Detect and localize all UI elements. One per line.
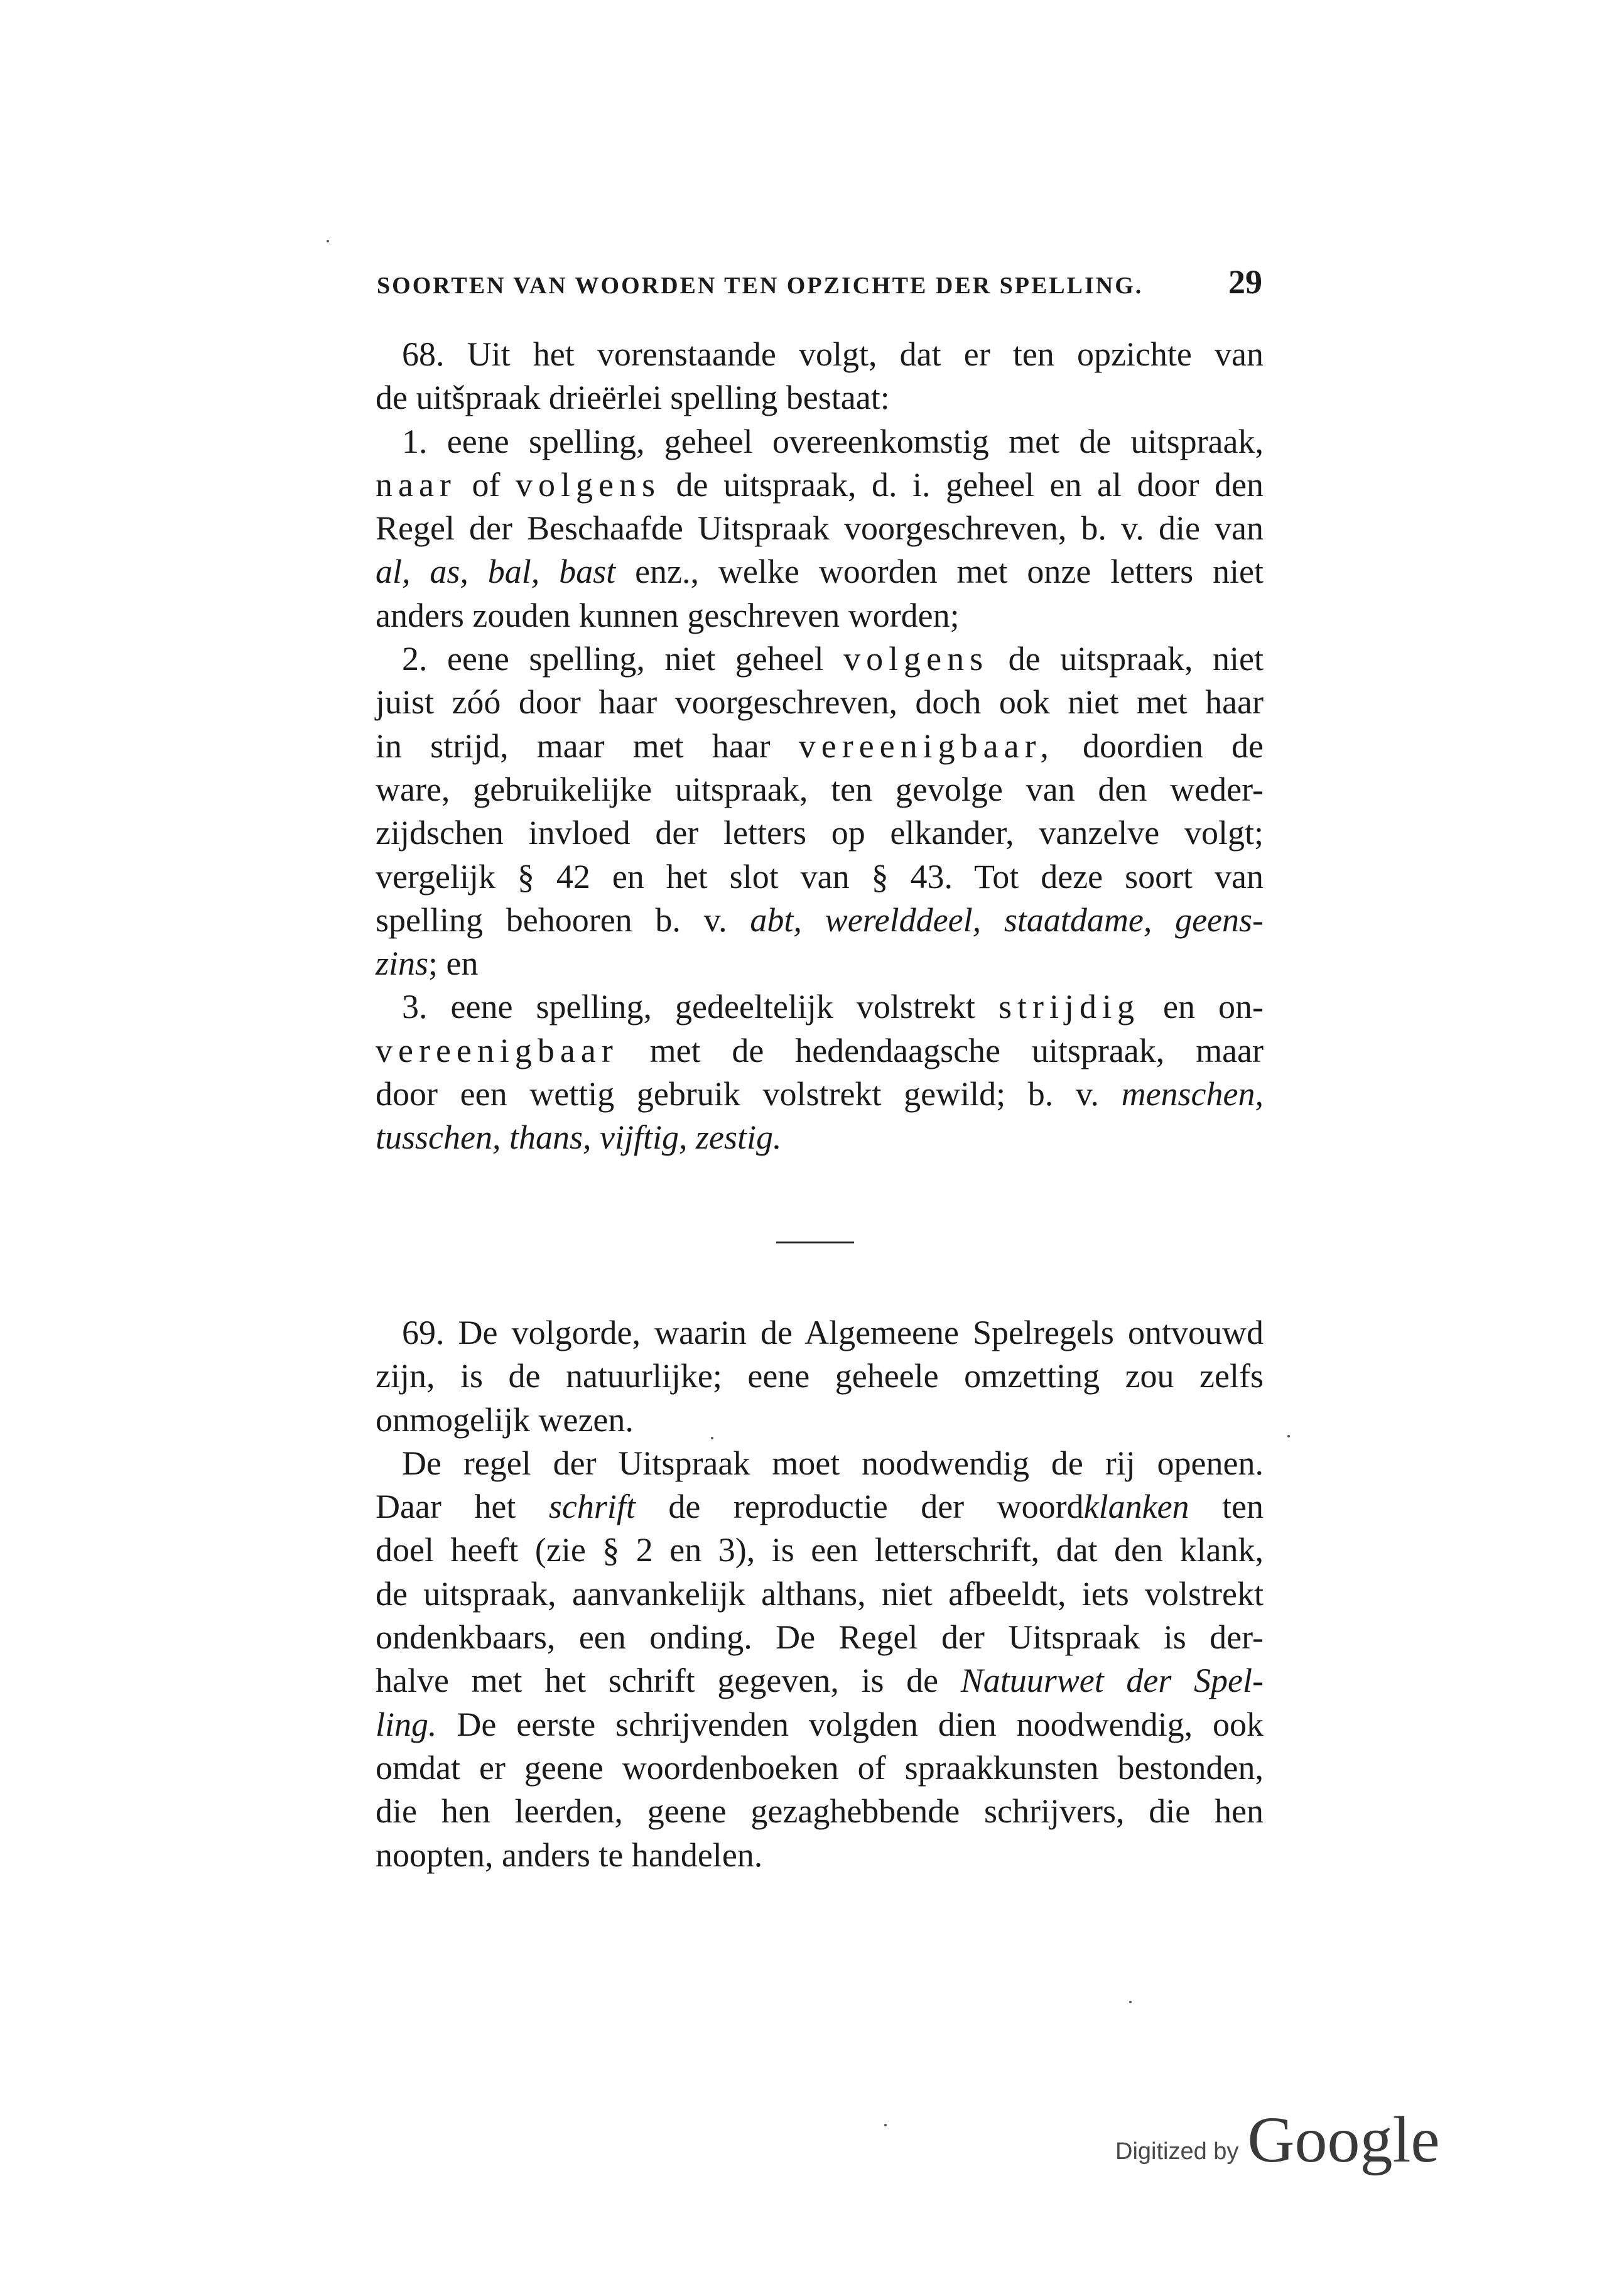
text-line: 1. eene spelling, geheel overeenkomstig met de uitspraak, [402, 422, 1264, 460]
italic-term: menschen, [1121, 1075, 1264, 1113]
spaced-term: volgens [515, 465, 661, 504]
scan-speck [711, 1437, 713, 1439]
text-line: door een wettig gebruik volstrekt gewild; b. v. menschen, [376, 1075, 1264, 1113]
text-line: noopten, anders te handelen. [376, 1836, 763, 1874]
text-line: ware, gebruikelijke uitspraak, ten gevolge van den weder- [376, 770, 1264, 808]
google-logo: Google [1247, 2104, 1440, 2176]
text-line: 68. Uit het vorenstaande volgt, dat er ten opzichte van [402, 335, 1264, 373]
text-line [376, 1116, 1264, 1159]
text-line: Regel der Beschaafde Uitspraak voorgeschreven, b. v. die van [376, 509, 1264, 548]
text-line: die hen leerden, geene gezaghebbende schrijvers, die hen [376, 1792, 1264, 1831]
digitized-by-google-watermark [1115, 2104, 1467, 2176]
scan-speck [1287, 1435, 1290, 1437]
text-line: spelling behooren b. v. abt, werelddeel, staatdame, geens- [376, 901, 1264, 939]
text-line: juist zóó door haar voorgeschreven, doch ook niet met haar [376, 683, 1264, 722]
text-line: al, as, bal, bast enz., welke woorden met onze letters niet [376, 553, 1264, 591]
text-line: 2. eene spelling, niet geheel volgens de uitspraak, niet [402, 640, 1264, 678]
text-line: omdat er geene woordenboeken of spraakkunsten bestonden, [376, 1748, 1264, 1787]
text-line: ondenkbaars, een onding. De Regel der Uitspraak is der- [376, 1618, 1264, 1657]
text-line: de uitspraak, aanvankelijk althans, niet afbeeldt, iets volstrekt [376, 1574, 1264, 1613]
text-line: zins; en [376, 944, 479, 983]
text-line: 3. eene spelling, gedeeltelijk volstrekt strijdig en on- [402, 988, 1264, 1026]
text-line: De regel der Uitspraak moet noodwendig de rij openen. [402, 1444, 1264, 1482]
digitized-label: Digitized by [1115, 2138, 1239, 2165]
spaced-term: strijdig [998, 988, 1140, 1026]
text-line: zijdschen invloed der letters op elkander, vanzelve volgt; [376, 814, 1264, 852]
text-line: Daar het schrift de reproductie der woordklanken ten [376, 1488, 1264, 1526]
italic-term: ling. [376, 1705, 437, 1743]
spaced-term: volgens [843, 640, 989, 678]
text-line: ling. De eerste schrijvenden volgden dien noodwendig, ook [376, 1705, 1264, 1743]
text-line: in strijd, maar met haar vereenigbaar, doordien de [376, 727, 1264, 765]
italic-term: tusschen, thans, vijftig, zestig. [376, 1118, 782, 1157]
italic-term: abt, werelddeel, staatdame, geens- [750, 901, 1264, 939]
italic-term: al, as, bal, bast [376, 553, 616, 591]
scan-speck [327, 240, 329, 242]
section-divider [776, 1242, 854, 1243]
italic-term: schrift [548, 1488, 636, 1526]
scan-speck [1129, 2001, 1132, 2003]
scan-speck [884, 2124, 887, 2126]
text-line: zijn, is de natuurlijke; eene geheele omzetting zou zelfs [376, 1357, 1264, 1395]
page-header [377, 262, 1262, 313]
spaced-term: naar [376, 465, 457, 504]
text-line: vereenigbaar met de hedendaagsche uitspraak, maar [376, 1031, 1264, 1069]
text-line: onmogelijk wezen. [376, 1400, 634, 1439]
text-line: doel heeft (zie § 2 en 3), is een letterschrift, dat den klank, [376, 1531, 1264, 1569]
running-title: SOORTEN VAN WOORDEN TEN OPZICHTE DER SPELLING. [377, 273, 1144, 299]
text-line: vergelijk § 42 en het slot van § 43. Tot deze soort van [376, 857, 1264, 896]
italic-term: zins [376, 944, 429, 983]
section-69 [376, 1311, 1264, 1877]
text-line: anders zouden kunnen geschreven worden; [376, 596, 960, 634]
italic-term: klanken [1083, 1488, 1189, 1526]
text-line: de uitšpraak drieërlei spelling bestaat: [376, 379, 890, 417]
text-line: 69. De volgorde, waarin de Algemeene Spelregels ontvouwd [402, 1314, 1264, 1351]
text-line: halve met het schrift gegeven, is de Natuurwet der Spel- [376, 1662, 1264, 1700]
italic-term: Natuurwet der Spel- [960, 1662, 1264, 1700]
spaced-term: vereenigbaar [376, 1031, 619, 1069]
section-68 [376, 333, 1264, 1160]
spaced-term: vereenigbaar, [798, 727, 1054, 765]
text-line: naar of volgens de uitspraak, d. i. geheel en al door den [376, 465, 1264, 504]
page-number: 29 [1228, 263, 1262, 301]
